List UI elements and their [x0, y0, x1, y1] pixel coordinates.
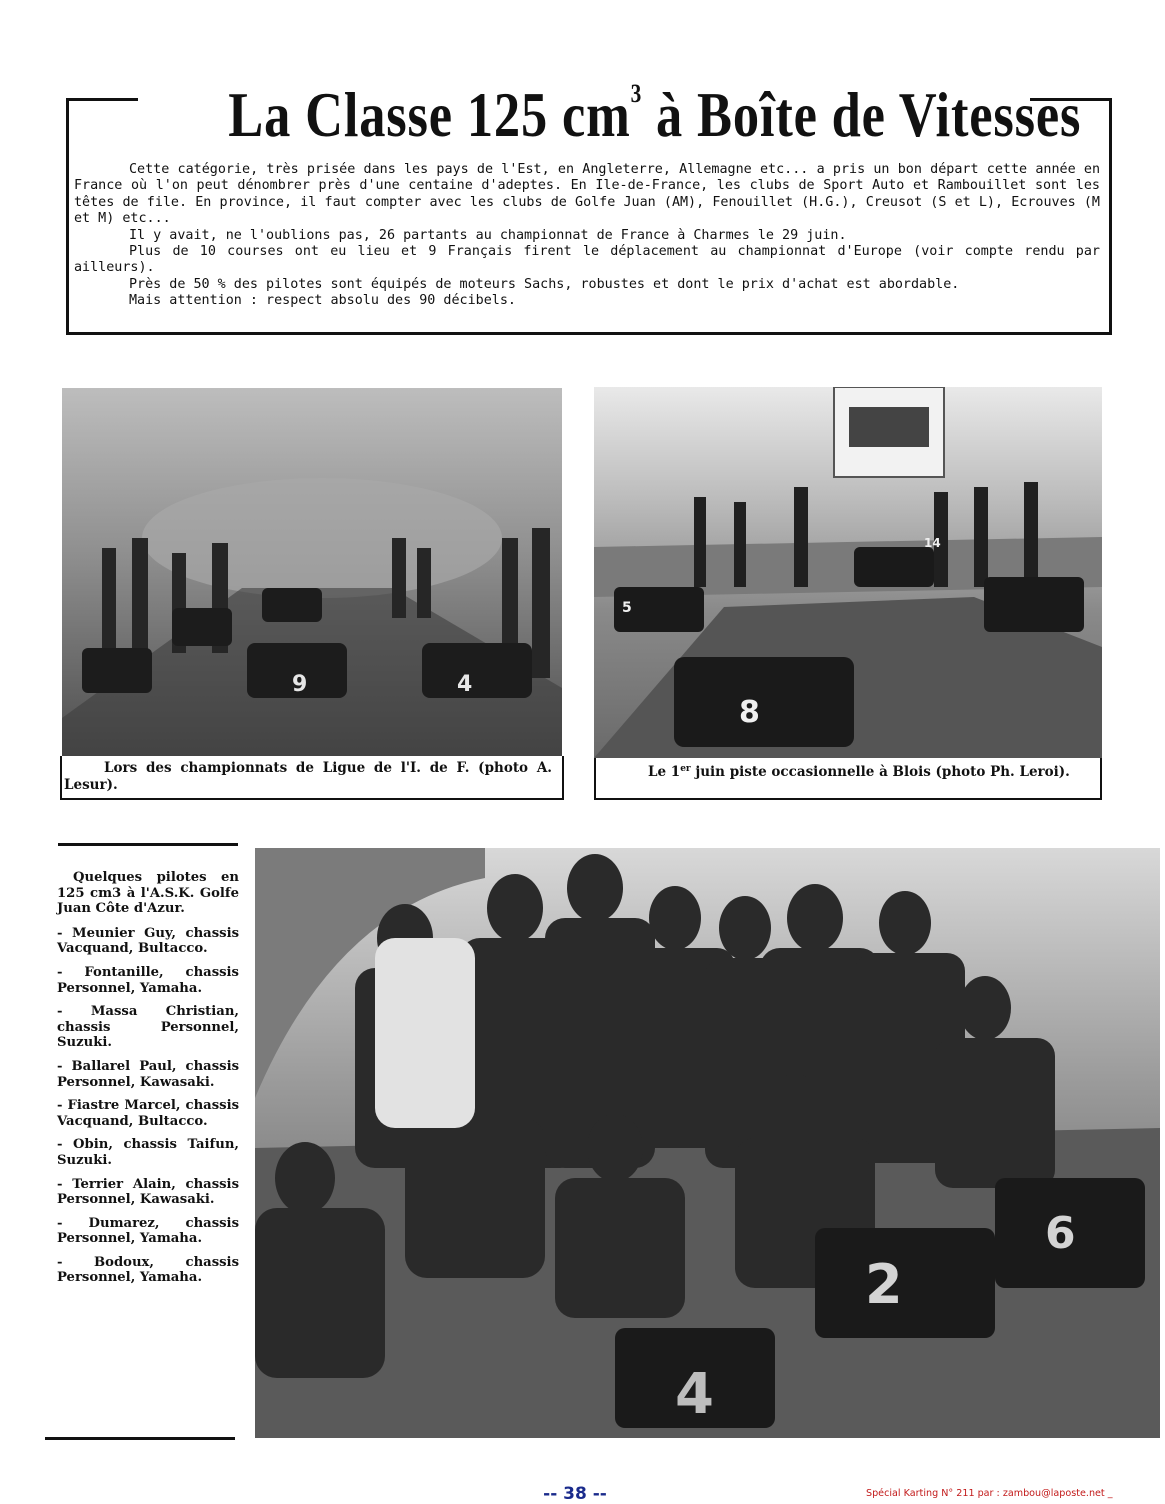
list-item: - Terrier Alain, chassis Personnel, Kawasaki.	[57, 1176, 239, 1208]
sidebar-rule-bottom	[45, 1437, 235, 1440]
photo-golfe-juan-group	[255, 848, 1160, 1438]
kart-number: 4	[675, 1362, 714, 1427]
list-item: - Dumarez, chassis Personnel, Yamaha.	[57, 1215, 239, 1247]
kart-number: 14	[924, 536, 941, 550]
caption-ligue: Lors des championnats de Ligue de l'I. de F. (photo A. Lesur).	[64, 760, 552, 793]
intro-paragraph: Près de 50 % des pilotes sont équipés de moteurs Sachs, robustes et dont le prix d'achat est abordable.	[129, 276, 960, 292]
intro-paragraph: Plus de 10 courses ont eu lieu et 9 Français firent le déplacement au championnat d'Europe (voir compte rendu par ailleurs).	[74, 244, 1100, 276]
footer-credit: Spécial Karting N° 211 par : zambou@laposte.net _	[866, 1488, 1113, 1499]
list-item: - Fontanille, chassis Personnel, Yamaha.	[57, 964, 239, 996]
list-item: - Meunier Guy, chassis Vacquand, Bultacco.	[57, 925, 239, 957]
pilots-intro: Quelques pilotes en 125 cm3 à l'A.S.K. Golfe Juan Côte d'Azur.	[57, 870, 239, 917]
list-item: - Fiastre Marcel, chassis Vacquand, Bultacco.	[57, 1098, 239, 1129]
kart-number: 2	[865, 1253, 903, 1316]
list-item: - Bodoux, chassis Personnel, Yamaha.	[57, 1254, 239, 1286]
kart-number: 4	[457, 672, 473, 697]
kart-number: 6	[1045, 1208, 1076, 1259]
kart-number: 5	[622, 600, 632, 616]
intro-paragraph: Cette catégorie, très prisée dans les pays de l'Est, en Angleterre, Allemagne etc... a pris un bon départ cette année en France où l'on peut dénombrer près d'une centaine d'adeptes. En Ile-de-France, les clubs de Sport Auto et Rambouillet sont les têtes de file. En province, il faut compter avec les clubs de Golfe Juan (AM), Fenouillet (H.G.), Creusot (S et L), Ecrouves (M et M) etc...	[74, 162, 1100, 227]
intro-paragraph: Il y avait, ne l'oublions pas, 26 partants au championnat de France à Charmes le 29 juin.	[129, 227, 847, 243]
list-item: - Ballarel Paul, chassis Personnel, Kawasaki.	[57, 1058, 239, 1090]
intro-paragraph: Mais attention : respect absolu des 90 décibels.	[129, 293, 516, 309]
kart-number: 8	[739, 695, 760, 730]
page-number: -- 38 --	[543, 1484, 607, 1504]
photo-blois-track	[594, 387, 1102, 758]
pilots-list	[57, 870, 239, 1294]
list-item: - Obin, chassis Taifun, Suzuki.	[57, 1137, 239, 1168]
intro-text	[74, 162, 1100, 310]
page-title: La Classe 125 $cm^3$ à Boîte de Vitesses	[228, 79, 1082, 150]
sidebar-rule-top	[58, 843, 238, 846]
caption-blois: Le 1er juin piste occasionnelle à Blois (photo Ph. Leroi).	[648, 764, 1070, 780]
list-item: - Massa Christian, chassis Personnel, Suzuki.	[57, 1004, 239, 1051]
kart-number: 9	[292, 672, 308, 697]
photo-ligue-championship	[62, 388, 562, 756]
